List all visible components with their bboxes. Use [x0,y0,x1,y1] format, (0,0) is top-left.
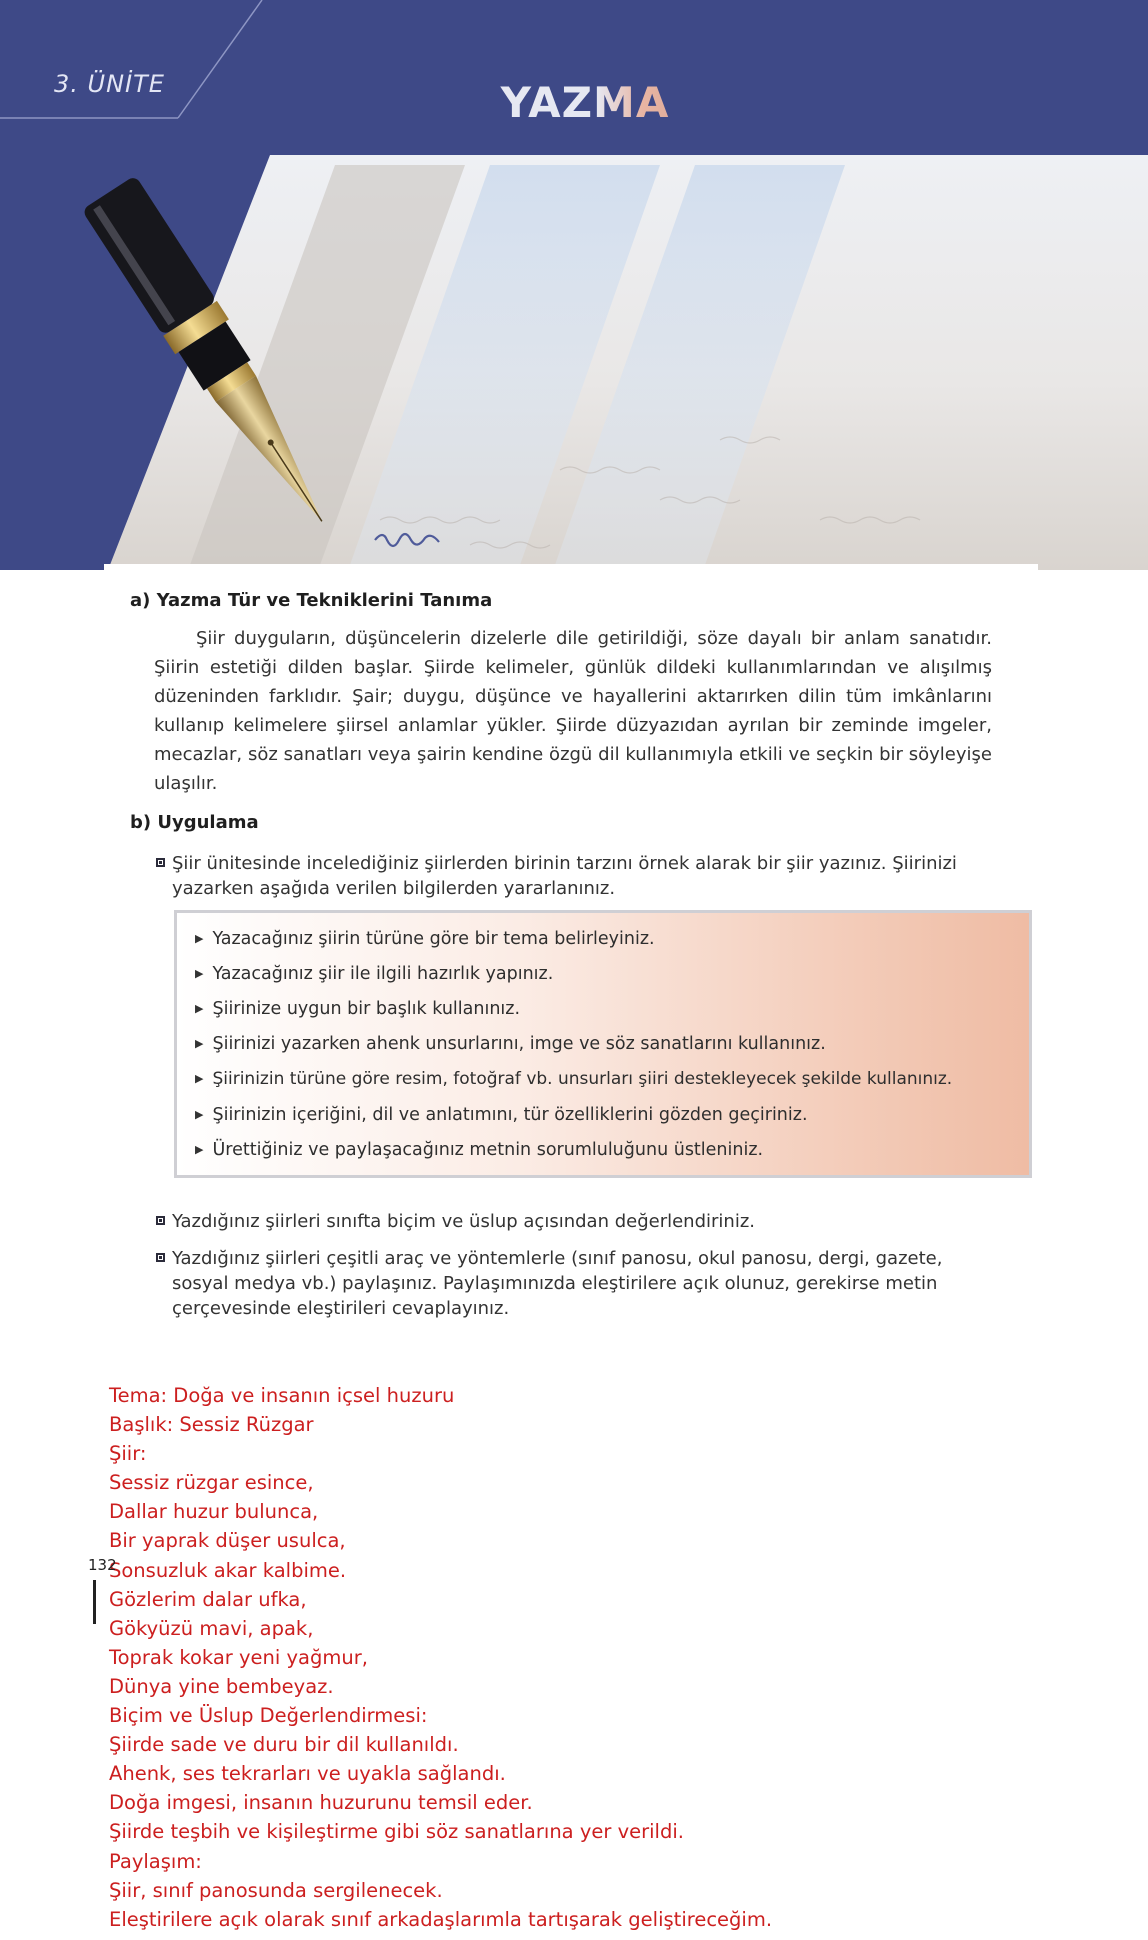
poem-line: Dallar huzur bulunca, [109,1500,319,1524]
student-answer [109,1381,1009,1934]
square-bullet-icon [156,858,165,867]
triangle-bullet-icon: ▶ [195,1143,204,1156]
triangle-bullet-icon: ▶ [195,932,204,945]
poem-line: Gökyüzü mavi, apak, [109,1616,314,1640]
tip-item [195,964,553,984]
tip-text: Şiirinize uygun bir başlık kullanınız. [212,999,521,1019]
unit-label: 3. ÜNİTE [54,70,165,98]
triangle-bullet-icon: ▶ [195,1108,204,1121]
tip-item [195,929,655,949]
task-item-share [156,1246,996,1321]
answer-line: Şiirde teşbih ve kişileştirme gibi söz sanatlarına yer verildi. [109,1820,684,1844]
tip-item [195,999,520,1019]
tip-item [195,1069,952,1089]
answer-line: Şiirde sade ve duru bir dil kullanıldı. [109,1733,459,1757]
tip-item [195,1034,826,1054]
triangle-bullet-icon: ▶ [195,1002,204,1015]
answer-line: Eleştirilere açık olarak sınıf arkadaşlarımla tartışarak geliştireceğim. [109,1907,773,1931]
tip-text: Yazacağınız şiirin türüne göre bir tema belirleyiniz. [212,929,655,949]
page-title: YAZMA [470,78,700,127]
triangle-bullet-icon: ▶ [195,1037,204,1050]
tip-text: Şiirinizi yazarken ahenk unsurlarını, imge ve söz sanatlarını kullanınız. [212,1034,826,1054]
answer-line: Paylaşım: [109,1849,202,1873]
triangle-bullet-icon: ▶ [195,967,204,980]
task-text: Yazdığınız şiirleri çeşitli araç ve yöntemlerle (sınıf panosu, okul panosu, dergi, gazete, sosyal medya vb.) paylaşınız. Paylaşımınızda eleştirilere açık olunuz, gerekirse metin çerçevesinde eleştirileri cevaplayınız. [172,1248,943,1319]
task-text: Yazdığınız şiirleri sınıfta biçim ve üslup açısından değerlendiriniz. [172,1211,755,1232]
answer-line: Şiir: [109,1442,147,1466]
task-text: Şiir ünitesinde incelediğiniz şiirlerden birinin tarzını örnek alarak bir şiir yazınız. Şiirinizi yazarken aşağıda verilen bilgilerden yararlanınız. [172,853,957,899]
tips-box [174,910,1032,1178]
square-bullet-icon [156,1216,165,1225]
tip-item [195,1105,808,1125]
section-a-heading: a) Yazma Tür ve Tekniklerini Tanıma [130,590,493,611]
poem-line: Bir yaprak düşer usulca, [109,1529,346,1553]
page-number: 132 [88,1556,117,1574]
answer-line: Biçim ve Üslup Değerlendirmesi: [109,1704,428,1728]
answer-line: Ahenk, ses tekrarları ve uyakla sağlandı. [109,1762,506,1786]
poem-line: Toprak kokar yeni yağmur, [109,1645,368,1669]
tip-item [195,1140,763,1160]
square-bullet-icon [156,1253,165,1262]
intro-paragraph [154,624,992,798]
poem-line: Sessiz rüzgar esince, [109,1471,314,1495]
answer-line: Tema: Doğa ve insanın içsel huzuru [109,1384,455,1407]
triangle-bullet-icon: ▶ [195,1072,204,1085]
answer-line: Başlık: Sessiz Rüzgar [109,1413,314,1437]
tip-text: Yazacağınız şiir ile ilgili hazırlık yapınız. [212,964,554,984]
tip-text: Şiirinizin türüne göre resim, fotoğraf vb. unsurları şiiri destekleyecek şekilde kullanınız. [212,1069,953,1089]
poem-line: Sonsuzluk akar kalbime. [109,1558,347,1582]
task-item-evaluate [156,1209,996,1234]
answer-line: Doğa imgesi, insanın huzurunu temsil eder. [109,1791,533,1815]
page-number-divider [93,1580,96,1624]
intro-paragraph-text: Şiir duyguların, düşüncelerin dizelerle dile getirildiği, söze dayalı bir anlam sanatıdır. Şiirin estetiği dilden başlar. Şiirde kelimeler, günlük dildeki kullanımlarından ve alışılmış düzeninden farklıdır. Şair; duygu, düşünce ve hayallerini aktarırken dilin tüm imkânlarını kullanıp kelimelere şiirsel anlamlar yükler. Şiirde düzyazıdan ayrılan bir zeminde imgeler, mecazlar, söz sanatları veya şairin kendine özgü dil kullanımıyla etkili ve seçkin bir söyleyişe ulaşılır. [154,628,992,794]
answer-line: Şiir, sınıf panosunda sergilenecek. [109,1878,443,1902]
section-b-heading: b) Uygulama [130,812,259,833]
poem-line: Dünya yine bembeyaz. [109,1674,334,1698]
tip-text: Ürettiğiniz ve paylaşacağınız metnin sorumluluğunu üstleniniz. [212,1140,764,1160]
page-header [0,0,1148,570]
poem-line: Gözlerim dalar ufka, [109,1587,307,1611]
task-item-write-poem [156,851,996,901]
tip-text: Şiirinizin içeriğini, dil ve anlatımını, tür özelliklerini gözden geçiriniz. [212,1105,808,1125]
